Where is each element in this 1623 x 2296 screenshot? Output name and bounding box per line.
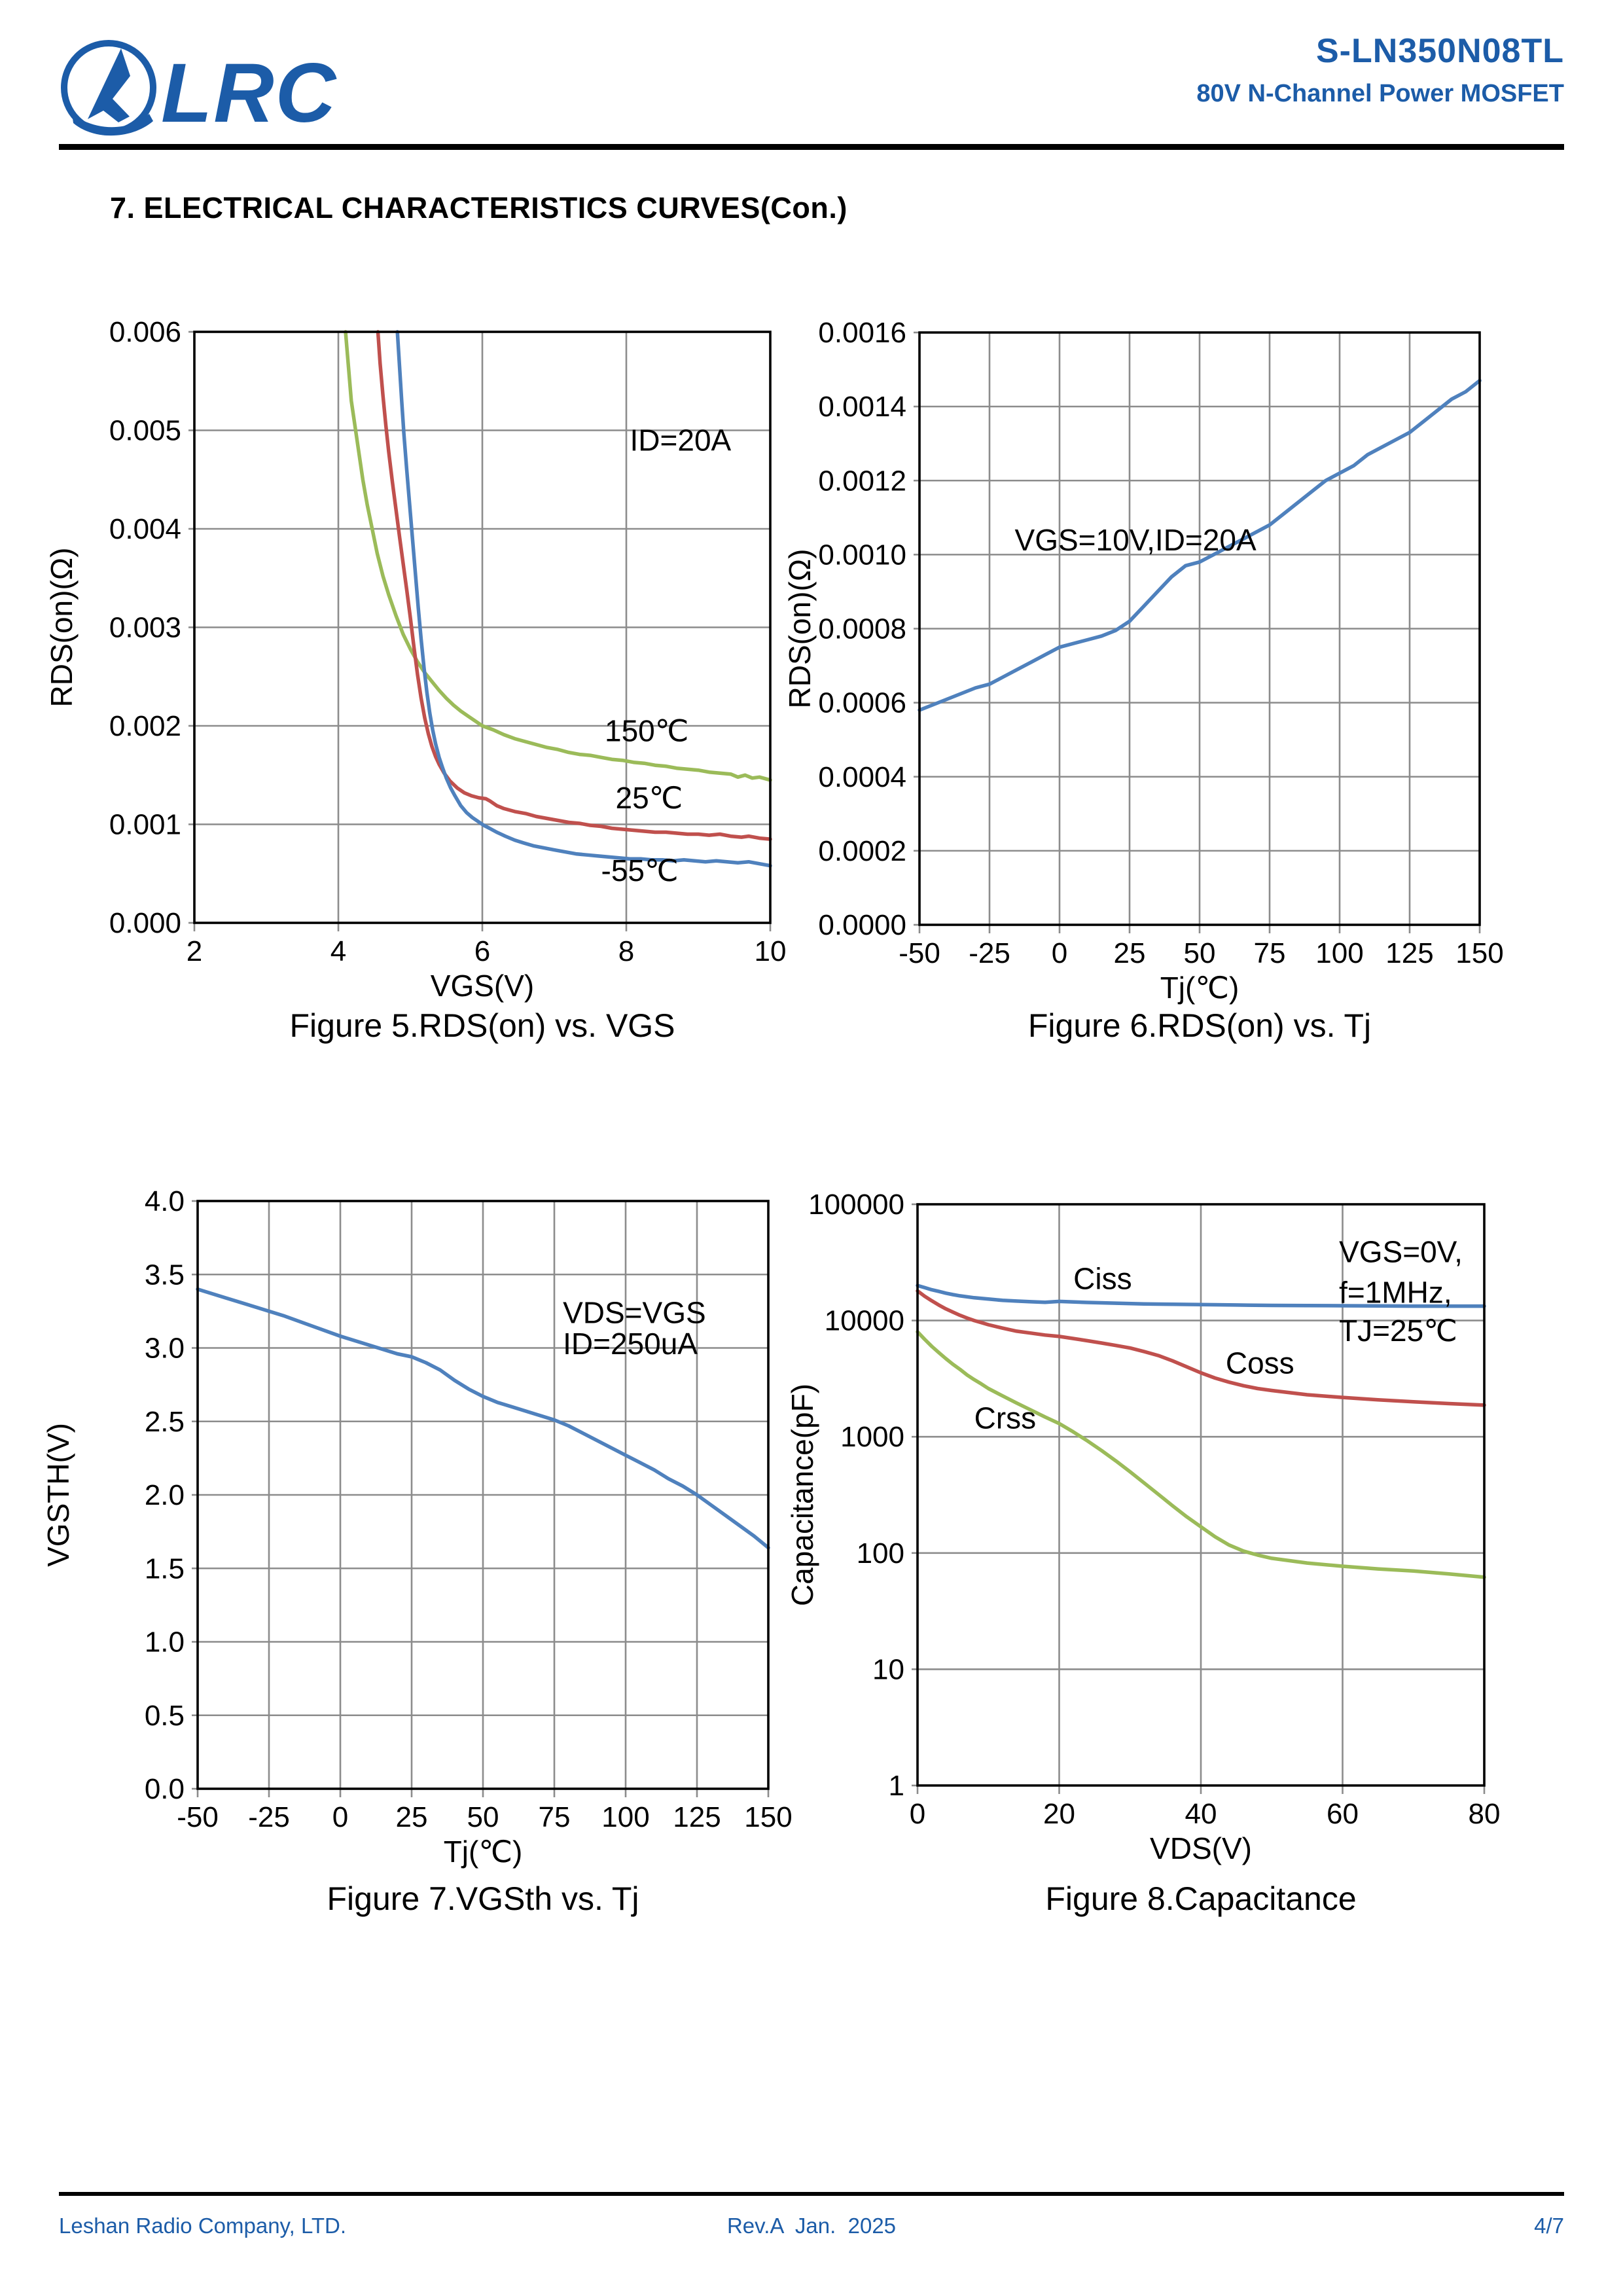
x-tick-label: 0: [332, 1801, 349, 1833]
lrc-logo: [58, 14, 352, 145]
chart-label: Coss: [1225, 1346, 1294, 1380]
footer-revision: Rev.A Jan. 2025: [726, 2214, 897, 2238]
y-tick-label: 10000: [824, 1304, 904, 1337]
figure-6-plot: [772, 281, 1558, 1028]
x-tick-label: 150: [1455, 937, 1504, 969]
x-tick-label: 75: [538, 1801, 571, 1833]
y-tick-label: 0.005: [109, 414, 181, 447]
x-tick-label: 2: [186, 935, 203, 967]
x-tick-label: 8: [618, 935, 635, 967]
y-tick-label: 10: [872, 1653, 904, 1686]
chart-label: TJ=25℃: [1339, 1313, 1457, 1348]
y-tick-label: 0.0008: [818, 613, 906, 645]
x-tick-label: 125: [1385, 937, 1434, 969]
header-divider: [59, 144, 1564, 150]
chart-label: ID=250uA: [563, 1326, 698, 1361]
x-tick-label: 150: [744, 1801, 793, 1833]
y-axis-label: RDS(on)(Ω): [45, 547, 79, 708]
y-tick-label: 0.0006: [818, 687, 906, 719]
y-tick-label: 0.003: [109, 611, 181, 644]
y-tick-label: 0.0014: [818, 391, 906, 423]
y-tick-label: 0.002: [109, 710, 181, 742]
x-tick-label: 0: [909, 1798, 926, 1830]
x-tick-label: 10: [754, 935, 787, 967]
x-tick-label: -50: [177, 1801, 219, 1833]
section-heading: 7. ELECTRICAL CHARACTERISTICS CURVES(Con.): [110, 191, 847, 224]
chart-label: f=1MHz,: [1339, 1275, 1452, 1310]
chart-label: 25℃: [615, 780, 683, 815]
y-tick-label: 0.006: [109, 316, 181, 348]
y-tick-label: 2.5: [144, 1405, 185, 1438]
x-tick-label: 50: [467, 1801, 499, 1833]
y-tick-label: 0.000: [109, 907, 181, 939]
x-tick-label: 125: [673, 1801, 721, 1833]
x-axis-label: VDS(V): [1150, 1831, 1252, 1865]
y-tick-label: 1: [888, 1770, 904, 1802]
footer-company: Leshan Radio Company, LTD.: [59, 2214, 347, 2238]
chart-label: 150℃: [605, 713, 689, 748]
chart-label: Ciss: [1073, 1261, 1132, 1296]
x-tick-label: 100: [601, 1801, 650, 1833]
x-tick-label: 75: [1253, 937, 1286, 969]
x-tick-label: 100: [1315, 937, 1364, 969]
x-tick-label: 6: [474, 935, 491, 967]
x-tick-label: -25: [248, 1801, 290, 1833]
x-tick-label: 40: [1185, 1798, 1217, 1830]
y-axis-label: RDS(on)(Ω): [783, 548, 817, 709]
y-tick-label: 2.0: [144, 1479, 185, 1511]
y-tick-label: 0.0016: [818, 317, 906, 349]
footer-divider: [59, 2192, 1564, 2196]
y-tick-label: 0.0000: [818, 909, 906, 941]
y-tick-label: 0.0010: [818, 539, 906, 571]
y-tick-label: 1000: [840, 1421, 904, 1454]
figure-5-plot: [39, 281, 798, 1028]
y-tick-label: 0.001: [109, 808, 181, 841]
figure-5-caption: Figure 5.RDS(on) vs. VGS: [289, 1007, 675, 1044]
y-tick-label: 1.5: [144, 1552, 185, 1585]
x-tick-label: 60: [1327, 1798, 1359, 1830]
x-tick-label: 20: [1043, 1798, 1075, 1830]
figure-7-caption: Figure 7.VGSth vs. Tj: [327, 1880, 639, 1917]
chart-label: Crss: [974, 1401, 1037, 1435]
figure-6-caption: Figure 6.RDS(on) vs. Tj: [1027, 1007, 1372, 1044]
y-axis-label: Capacitance(pF): [785, 1383, 819, 1607]
figure-7-plot: [39, 1165, 798, 1905]
y-tick-label: 0.0012: [818, 465, 906, 497]
y-tick-label: 100000: [808, 1189, 904, 1221]
y-tick-label: 3.0: [144, 1332, 185, 1365]
x-tick-label: 0: [1051, 937, 1068, 969]
x-tick-label: -25: [969, 937, 1010, 969]
y-tick-label: 0.004: [109, 513, 181, 545]
y-axis-label: VGSTH(V): [41, 1423, 75, 1567]
x-tick-label: 4: [330, 935, 347, 967]
y-tick-label: 1.0: [144, 1626, 185, 1659]
y-tick-label: 0.0002: [818, 834, 906, 867]
y-tick-label: 3.5: [144, 1259, 185, 1291]
y-tick-label: 0.5: [144, 1699, 185, 1732]
chart-label: VGS=10V,ID=20A: [1014, 522, 1257, 557]
y-tick-label: 4.0: [144, 1185, 185, 1217]
x-tick-label: 25: [1113, 937, 1146, 969]
header-title-block: [1196, 31, 1564, 108]
x-axis-label: Tj(℃): [443, 1835, 523, 1869]
x-tick-label: 25: [395, 1801, 428, 1833]
logo-text: LRC: [161, 46, 338, 140]
footer-page-number: 4/7: [1534, 2214, 1564, 2238]
chart-label: -55℃: [601, 853, 679, 888]
part-number-title: S-LN350N08TL: [1316, 32, 1564, 70]
y-tick-label: 0.0: [144, 1773, 185, 1805]
figure-8-caption: Figure 8.Capacitance: [1045, 1880, 1357, 1917]
x-tick-label: -50: [899, 937, 940, 969]
x-axis-label: Tj(℃): [1160, 971, 1240, 1005]
y-tick-label: 100: [856, 1537, 904, 1570]
chart-label: VGS=0V,: [1339, 1234, 1463, 1269]
chart-label: VDS=VGS: [563, 1295, 706, 1330]
x-tick-label: 50: [1183, 937, 1216, 969]
part-description-subtitle: 80V N-Channel Power MOSFET: [1196, 80, 1564, 107]
x-tick-label: 80: [1468, 1798, 1501, 1830]
chart-label: ID=20A: [630, 423, 732, 457]
y-tick-label: 0.0004: [818, 761, 906, 793]
series-25c-curve: [378, 332, 771, 839]
figure-8-plot: [772, 1165, 1558, 1905]
logo-sail-icon: [88, 48, 130, 122]
series-150c-curve: [346, 332, 770, 780]
x-axis-label: VGS(V): [430, 969, 535, 1003]
